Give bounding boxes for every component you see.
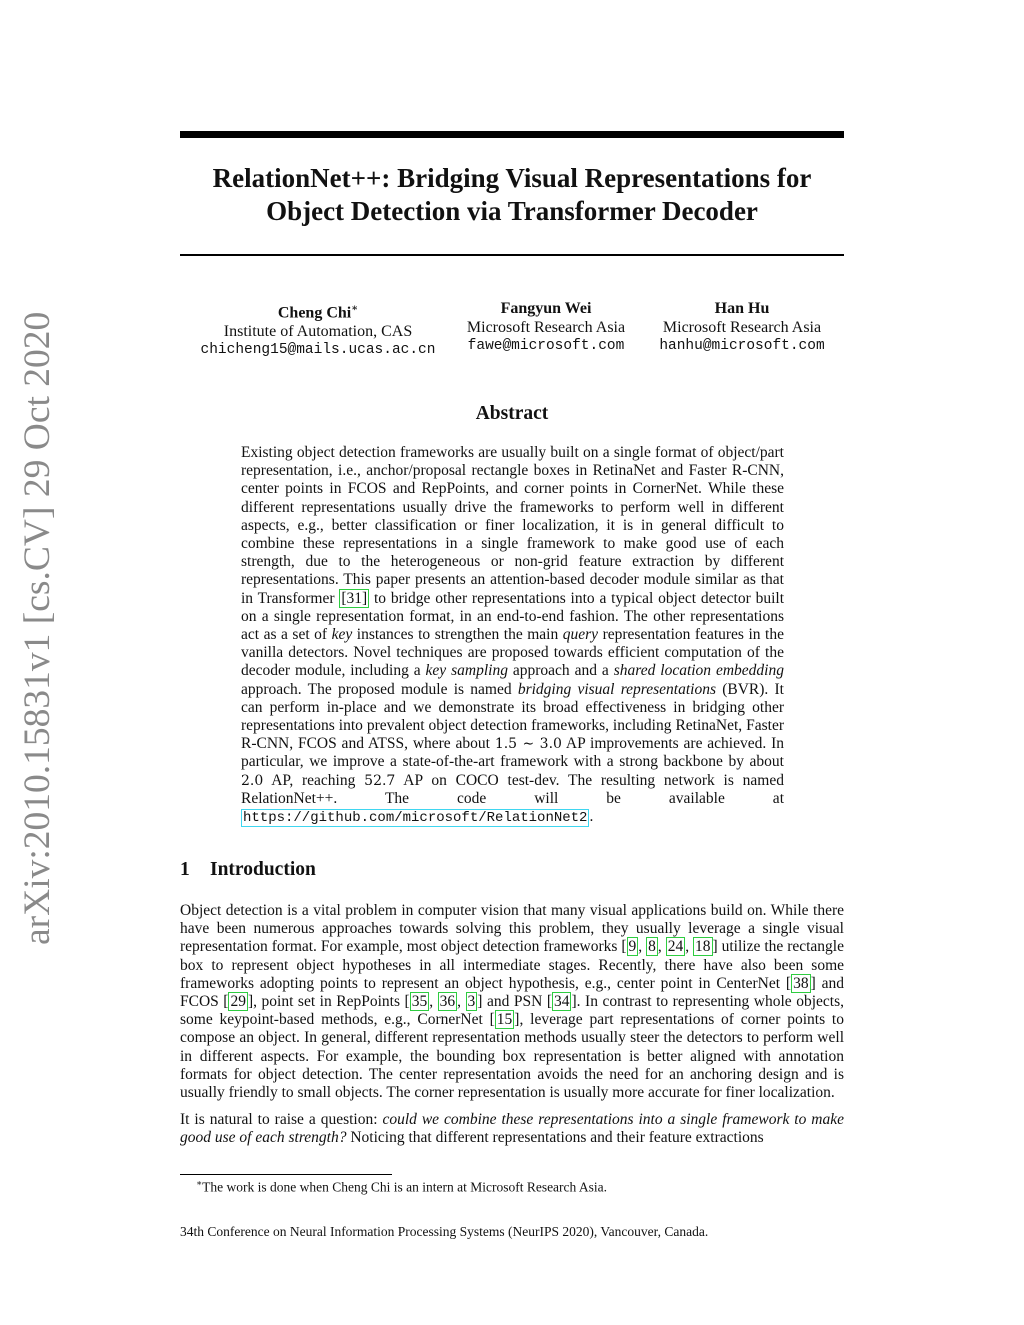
title-bottom-rule bbox=[180, 254, 844, 256]
citation-link[interactable]: 24 bbox=[667, 938, 684, 956]
abstract-body: Existing object detection frameworks are usually built on a single format of object/part representation, i.e., anchor/proposal rectangle boxes in RetinaNet and Faster R-CNN, center points in FCOS and RepPoints, and corner points in CornerNet. While these different representations usually drive the frameworks to perform well in different aspects, e.g., better classification or finer localization, it is in general difficult to combine these representations in a single framework to make good use of each strength, due to the heterogeneous or non-grid feature extraction by different representations. This paper presents an attention-based decoder module similar as that in Transformer [31] to bridge other representations into a typical object detector built on a single representation format, in an end-to-end fashion. The other representations act as a set of key instances to strengthen the main query representation features in the vanilla detectors. Novel techniques are proposed towards efficient computation of the decoder module, including a key sampling approach and a shared location embedding approach. The proposed module is named bridging visual representations (BVR). It can perform in-place and we demonstrate its broad effectiveness in bridging other representations into prevalent object detection frameworks, including RetinaNet, Faster R-CNN, FCOS and ATSS, where about 1.5 ∼ 3.0 AP improvements are achieved. In particular, we improve a state-of-the-art framework with a strong backbone by about 2.0 AP, reaching 52.7 AP on COCO test-dev. The resulting network is named RelationNet++. The code will be available at https://github.com/microsoft/RelationNet2 . bbox=[241, 444, 784, 827]
section-number: 1 bbox=[180, 859, 190, 880]
citation-link[interactable]: 3 bbox=[467, 993, 476, 1011]
citation-link[interactable]: 38 bbox=[793, 974, 809, 992]
footnote-mark: ∗ bbox=[196, 1178, 203, 1188]
citation-link[interactable]: 15 bbox=[496, 1011, 513, 1029]
author-name: Han Hu bbox=[714, 300, 770, 317]
author-3 bbox=[654, 299, 830, 356]
section-heading-introduction bbox=[180, 859, 316, 881]
paper-title bbox=[180, 162, 844, 228]
title-line-1: RelationNet++: Bridging Visual Representations for bbox=[212, 163, 812, 193]
section-title: Introduction bbox=[210, 859, 316, 880]
code-url-link[interactable]: https://github.com/microsoft/RelationNet2 bbox=[243, 810, 588, 827]
conference-venue: 34th Conference on Neural Information Processing Systems (NeurIPS 2020), Vancouver, Canada. bbox=[180, 1224, 709, 1239]
citation-link[interactable]: 18 bbox=[695, 938, 711, 956]
author-affiliation: Institute of Automation, CAS bbox=[223, 323, 413, 341]
citation-link[interactable]: 34 bbox=[553, 993, 570, 1011]
author-2 bbox=[460, 299, 632, 356]
author-affiliation: Microsoft Research Asia bbox=[662, 319, 822, 336]
introduction-body bbox=[180, 902, 844, 1157]
author-footnote-mark: ∗ bbox=[351, 303, 359, 314]
author-name: Fangyun Wei bbox=[500, 300, 592, 317]
footnote-text: The work is done when Cheng Chi is an intern at Microsoft Research Asia. bbox=[202, 1179, 608, 1195]
citation-link[interactable]: 36 bbox=[439, 993, 456, 1011]
author-email: chicheng15@mails.ucas.ac.cn bbox=[200, 342, 436, 359]
intro-paragraph-1: Object detection is a vital problem in computer vision that many visual applications build on. While there have been numerous approaches towards solving this problem, they usually leverage a single visual representation format. For example, most object detection frameworks [ 9 , 8 , 24 , 18 ] utilize the rectangle box to represent object hypotheses in all intermediate stages. Recently, there have also been some frameworks adopting points to represent an object hypothesis, e.g., center point in CenterNet [ 38 ] and FCOS [ 29 ], point set in RepPoints [ 35 , 36 , 3 ] and PSN [ 34 ]. In contrast to representing whole objects, some keypoint-based methods, e.g., CornerNet [ 15 ], leverage part representations of corner points to compose an object. In general, different representation methods usually steer the detectors to perform well in different aspects. For example, the bounding box representation is better aligned with annotation formats for object detection. The center representation avoids the need for an anchoring design and is usually friendly to small objects. The corner representation is usually more accurate for finer localization. bbox=[180, 902, 845, 1102]
author-1 bbox=[198, 299, 438, 360]
citation-link[interactable]: 8 bbox=[648, 938, 656, 956]
title-top-rule bbox=[180, 131, 844, 138]
footnote bbox=[196, 1178, 607, 1196]
citation-link[interactable]: 35 bbox=[411, 993, 428, 1011]
citation-link[interactable]: 29 bbox=[230, 993, 246, 1011]
footnote-rule bbox=[180, 1174, 392, 1175]
citation-link[interactable]: [31] bbox=[341, 589, 368, 607]
citation-link[interactable]: 9 bbox=[628, 938, 637, 956]
arxiv-identifier: arXiv:2010.15831v1 [cs.CV] 29 Oct 2020 bbox=[17, 311, 58, 945]
author-email: hanhu@microsoft.com bbox=[659, 338, 825, 354]
author-affiliation: Microsoft Research Asia bbox=[466, 319, 626, 336]
author-email: fawe@microsoft.com bbox=[467, 338, 625, 354]
abstract-heading: Abstract bbox=[475, 403, 549, 424]
intro-paragraph-2: It is natural to raise a question: could we combine these representations into a single framework to make good use of each strength? Noticing that different representations and their feature extractions bbox=[180, 1111, 844, 1147]
title-line-2: Object Detection via Transformer Decoder bbox=[266, 196, 758, 226]
author-name: Cheng Chi bbox=[277, 304, 352, 322]
